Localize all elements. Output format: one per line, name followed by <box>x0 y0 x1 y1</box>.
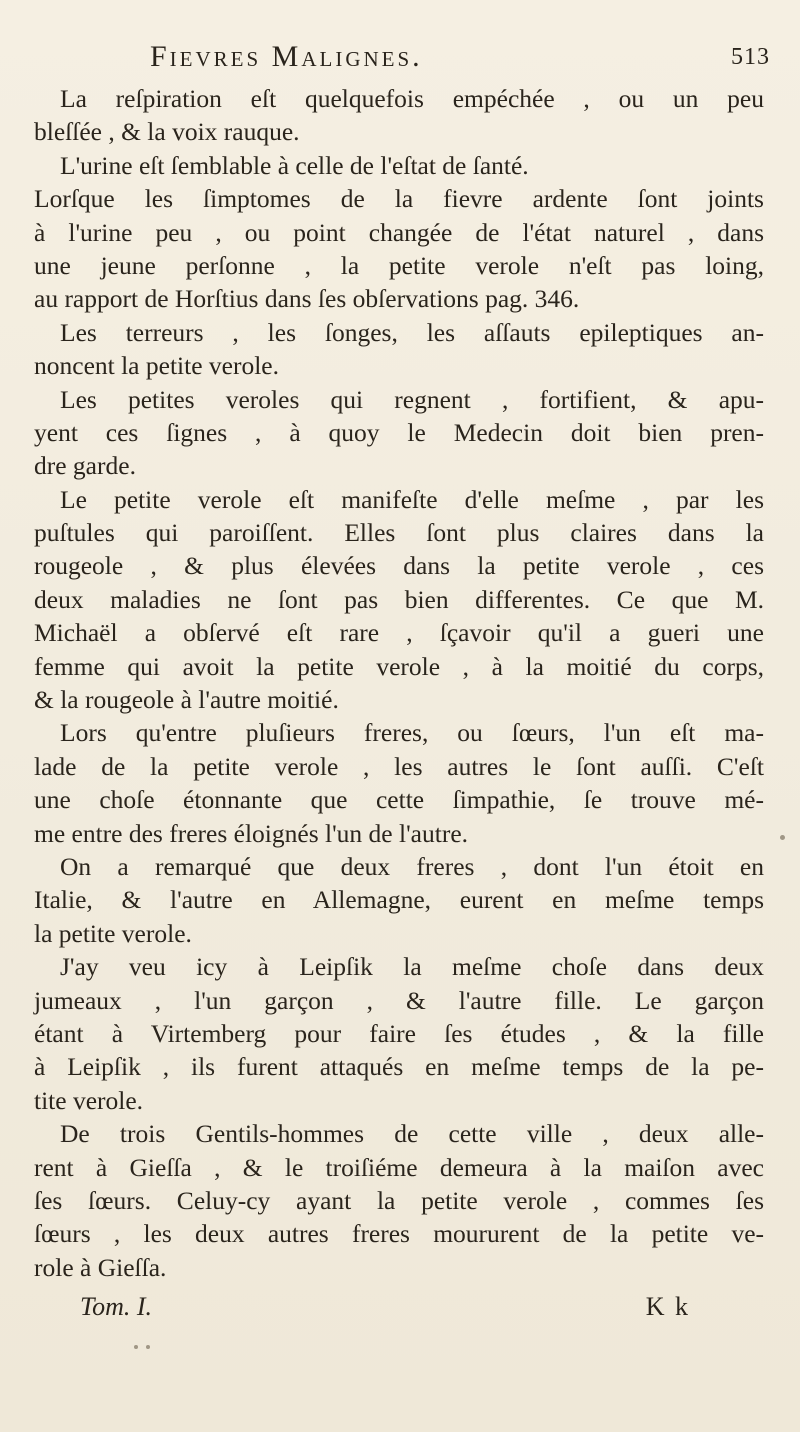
page-footer <box>80 1292 690 1326</box>
text-line: bleſſée , & la voix rauque. <box>34 117 300 147</box>
text-line: la petite verole. <box>34 918 192 948</box>
text-line: jumeaux , l'un garçon , & l'autre fille. Le garçon <box>34 985 764 1015</box>
gathering-signature: K k <box>645 1292 690 1321</box>
text-line: Michaël a obſervé eſt rare , ſçavoir qu'il a gueri une <box>34 618 764 648</box>
text-line: une jeune perſonne , la petite verole n'eſt pas loing, <box>34 250 764 280</box>
text-line: noncent la petite verole. <box>34 351 279 381</box>
text-line: à l'urine peu , ou point changée de l'état naturel , dans <box>34 217 764 247</box>
page-number: 513 <box>731 44 770 70</box>
text-line: Lorſque les ſimptomes de la fievre ardente ſont joints <box>34 184 764 214</box>
text-line: femme qui avoit la petite verole , à la moitié du corps, <box>34 651 764 681</box>
text-line: étant à Virtemberg pour faire ſes études , & la fille <box>34 1018 764 1048</box>
text-line: yent ces ſignes , à quoy le Medecin doit bien pren- <box>34 417 764 447</box>
text-line: Italie, & l'autre en Allemagne, eurent en meſme temps <box>34 885 764 915</box>
text-line: De trois Gentils-hommes de cette ville , deux alle- <box>60 1119 764 1149</box>
text-line: La reſpiration eſt quelquefois empéchée , ou un peu <box>60 84 764 113</box>
text-line: Lors qu'entre pluſieurs freres, ou ſœurs, l'un eſt ma- <box>60 718 764 748</box>
text-line: Le petite verole eſt manifeſte d'elle meſme , par les <box>60 484 764 514</box>
text-line: L'urine eſt ſemblable à celle de l'eſtat de ſanté. <box>60 150 529 180</box>
text-line: deux maladies ne ſont pas bien differentes. Ce que M. <box>34 584 764 614</box>
text-line: On a remarqué que deux freres , dont l'un étoit en <box>60 851 764 881</box>
text-line: dre garde. <box>34 451 136 481</box>
volume-signature: Tom. I. <box>80 1292 153 1321</box>
text-line: lade de la petite verole , les autres le ſont auſſi. C'eſt <box>34 751 764 781</box>
text-line: role à Gieſſa. <box>34 1252 167 1282</box>
text-line: ſœurs , les deux autres freres moururent de la petite ve- <box>34 1219 764 1249</box>
text-line: Les terreurs , les ſonges, les aſſauts epileptiques an- <box>60 317 764 347</box>
text-line: une choſe étonnante que cette ſimpathie, ſe trouve mé- <box>34 785 764 815</box>
text-line: puſtules qui paroiſſent. Elles ſont plus claires dans la <box>34 518 764 548</box>
text-line: à Leipſik , ils furent attaqués en meſme temps de la pe- <box>34 1052 764 1082</box>
ink-speck <box>146 1345 150 1349</box>
ink-speck <box>134 1345 138 1349</box>
text-line: rougeole , & plus élevées dans la petite verole , ces <box>34 551 764 581</box>
page-header <box>150 40 770 84</box>
text-line: rent à Gieſſa , & le troiſiéme demeura à la maiſon avec <box>34 1152 764 1182</box>
text-line: me entre des freres éloignés l'un de l'autre. <box>34 818 469 848</box>
text-line: ſes ſœurs. Celuy-cy ayant la petite verole , commes ſes <box>34 1185 764 1215</box>
text-line: Les petites veroles qui regnent , fortifient, & apu- <box>60 384 764 414</box>
text-line: tite verole. <box>34 1085 144 1115</box>
text-line: J'ay veu icy à Leipſik la meſme choſe dans deux <box>60 952 764 982</box>
body-text <box>34 82 764 1284</box>
ink-speck <box>780 835 785 840</box>
text-line: & la rougeole à l'autre moitié. <box>34 685 339 715</box>
text-line: au rapport de Horſtius dans ſes obſervations pag. 346. <box>34 284 580 314</box>
running-head: Fievres Malignes. <box>150 40 423 73</box>
